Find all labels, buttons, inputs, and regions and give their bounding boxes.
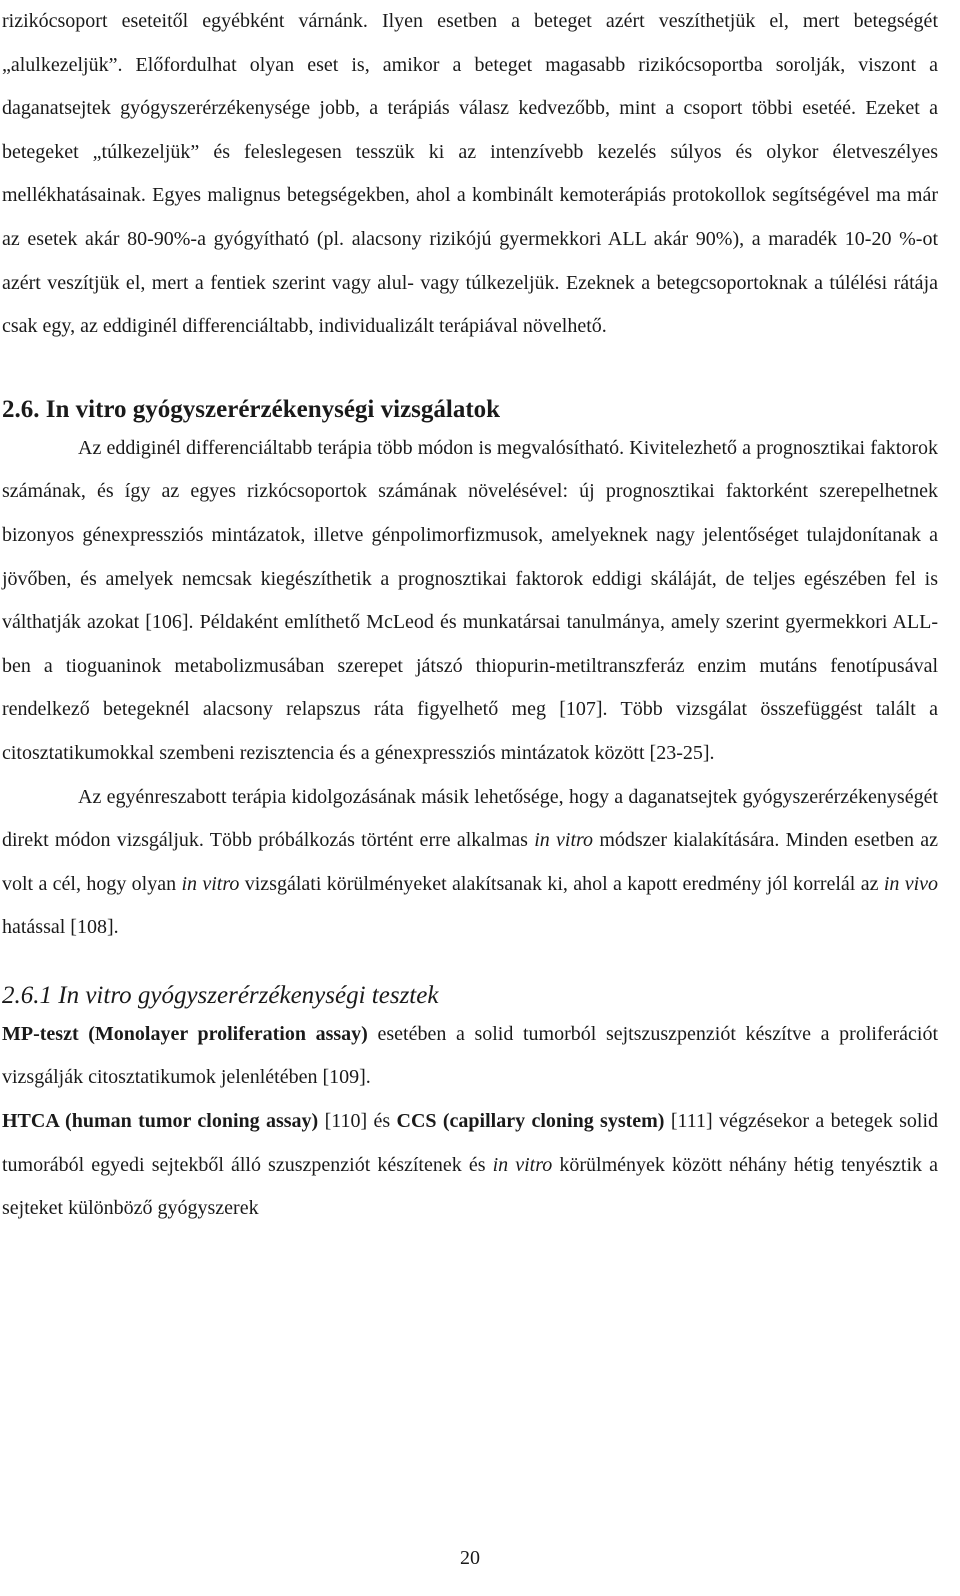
section-title: In vitro gyógyszerérzékenységi vizsgálatok [45, 395, 501, 423]
italic-term: in vitro [181, 872, 240, 895]
paragraph-risk-groups [2, 0, 938, 349]
paragraph-text: esetében a solid tumorból sejtszuszpenziót készítve a proliferációt vizsgálják citosztatikumok jelenlétében [109]. [2, 1022, 939, 1089]
paragraph-individualized-therapy [2, 776, 938, 950]
paragraph-htca-ccs [2, 1100, 938, 1231]
paragraph-mp-test [2, 1013, 938, 1100]
bold-term: MP-teszt (Monolayer proliferation assay) [2, 1022, 368, 1045]
subsection-title: In vitro gyógyszerérzékenységi tesztek [58, 981, 439, 1009]
paragraph-text: [111] végzésekor a betegek solid tumorából egyedi sejtekből álló szuszpenziót készítenek és [2, 1110, 939, 1176]
section-heading-2-6-1 [2, 979, 938, 1013]
paragraph-text: rizikócsoport eseteitől egyébként várnánk. Ilyen esetben a beteget azért veszíthetjük el, mert betegségét „alulkezeljük”. Előfordulhat olyan eset is, amikor a beteget magasabb rizikócsoportba sorolják, viszont a daganatsejtek gyógyszerérzékenysége jobb, a terápiás válasz kedvezőbb, mint a csoport többi esetéé. Ezeket a betegeket „túlkezeljük” és feleslegesen tesszük ki az intenzívebb kezelés súlyos és olykor életveszélyes mellékhatásainak. Egyes malignus betegségekben, ahol a kombinált kemoterápiás protokollok segítségével ma már az esetek akár 80-90%-a gyógyítható (pl. alacsony rizikójú gyermekkori ALL akár 90%), a maradék 10-20 %-ot azért veszítjük el, mert a fentiek szerint vagy alul- vagy túlkezeljük. Ezeknek a betegcsoportoknak a túlélési rátája csak egy, az eddiginél differenciáltabb, individualizált terápiával növelhető. [2, 10, 938, 338]
subsection-number: 2.6.1 [2, 981, 52, 1009]
section-heading-2-6 [2, 393, 938, 427]
italic-term: in vivo [883, 872, 939, 895]
paragraph-text: körülmények között néhány hétig tenyésztik a sejteket különböző gyógyszerek [2, 1153, 939, 1220]
bold-term: CCS (capillary cloning system) [396, 1110, 665, 1133]
paragraph-differentiated-therapy [2, 427, 938, 776]
paragraph-text: Az egyénreszabott terápia kidolgozásának másik lehetősége, hogy a daganatsejtek gyógyszerérzékenységét direkt módon vizsgáljuk. Több próbálkozás történt erre alkalmas [2, 785, 938, 852]
page-number: 20 [460, 1547, 480, 1569]
bold-term: HTCA (human tumor cloning assay) [2, 1110, 319, 1133]
page-content [2, 0, 938, 1231]
paragraph-text: hatással [108]. [2, 916, 119, 939]
paragraph-text: Az eddiginél differenciáltabb terápia több módon is megvalósítható. Kivitelezhető a prognosztikai faktorok számának, és így az egyes rizkócsoportok számának növelésével: új prognosztikai faktorként szerepelhetnek bizonyos génexpressziós mintázatok, illetve génpolimorfizmusok, amelyeknek nagy jelentőséget tulajdonítanak a jövőben, és amelyek nemcsak kiegészíthetik a prognosztikai faktorok eddigi skáláját, de teljes egészében fel is válthatják azokat [106]. Példaként említhető McLeod és munkatársai tanulmánya, amely szerint gyermekkori ALL-ben a tioguaninok metabolizmusában szerepet játszó thiopurin-metiltranszferáz enzim mutáns fenotípusával rendelkező betegeknél alacsony relapszus ráta figyelhető meg [107]. Több vizsgálat összefüggést talált a citosztatikumokkal szembeni rezisztencia és a génexpressziós mintázatok között [23-25]. [2, 436, 938, 764]
paragraph-text: vizsgálati körülményeket alakítsanak ki, ahol a kapott eredmény jól korrelál az [244, 872, 879, 895]
italic-term: in vitro [534, 829, 594, 852]
italic-term: in vitro [492, 1153, 553, 1176]
paragraph-text: [110] és [324, 1110, 391, 1133]
paragraph-text: módszer kialakítására. Minden esetben az volt a cél, hogy olyan [2, 829, 939, 895]
section-number: 2.6. [2, 395, 40, 423]
